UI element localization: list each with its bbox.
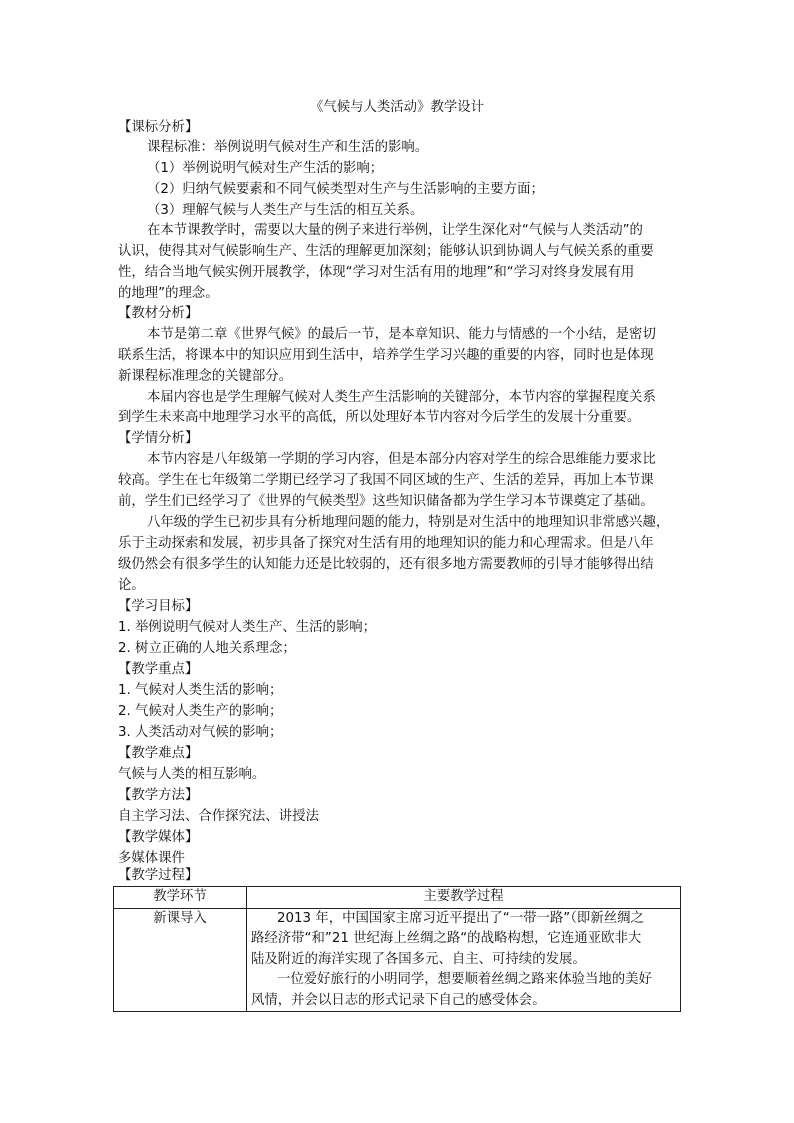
- list-item: 2. 气候对人类生产的影响；: [118, 704, 283, 719]
- process-line: 2013 年，中国国家主席习近平提出了“一带一路”（即新丝绸之: [277, 910, 644, 926]
- section-heading-jiaocai: 【教材分析】: [118, 306, 199, 321]
- list-item: 3. 人类活动对气候的影响；: [118, 725, 283, 740]
- section-heading-guocheng: 【教学过程】: [118, 868, 199, 883]
- process-line: 陆及附近的海洋实现了各国多元、自主、可持续的发展。: [251, 951, 586, 967]
- list-item: 1. 气候对人类生活的影响；: [118, 683, 283, 698]
- paragraph-line: 本节是第二章《世界气候》的最后一节，是本章知识、能力与情感的一个小结，是密切: [147, 327, 656, 342]
- section-heading-zhongdian: 【教学重点】: [118, 662, 199, 677]
- difficulty-text: 气候与人类的相互影响。: [118, 767, 266, 782]
- paragraph-line: 乐于主动探索和发展，初步具备了探究对生活有用的地理知识的能力和心理需求。但是八年: [118, 536, 654, 551]
- standard-item: （2）归纳气候要素和不同气候类型对生产与生活影响的主要方面；: [147, 182, 544, 197]
- table-header-stage: 教学环节: [114, 887, 247, 909]
- paragraph-line: 级仍然会有很多学生的认知能力还是比较弱的，还有很多地方需要教师的引导才能够得出结: [118, 557, 654, 572]
- paragraph-line: 性，结合当地气候实例开展教学，体现“学习对生活有用的地理”和“学习对终身发展有用: [118, 265, 635, 280]
- paragraph-line: 的地理”的理念。: [118, 286, 219, 301]
- paragraph-line: 联系生活，将课本中的知识应用到生活中，培养学生学习兴趣的重要的内容，同时也是体现: [118, 348, 654, 363]
- paragraph-line: 论。: [118, 578, 145, 593]
- process-line: 路经济带“和”21 世纪海上丝绸之路“的战略构想，它连通亚欧非大: [251, 931, 642, 946]
- page-title: 《气候与人类活动》教学设计: [309, 100, 485, 115]
- paragraph-line: 新课程标准理念的关键部分。: [118, 369, 293, 384]
- method-text: 自主学习法、合作探究法、讲授法: [118, 809, 319, 824]
- table-row: [114, 908, 681, 1012]
- section-heading-kebiao: 【课标分析】: [118, 120, 199, 135]
- section-heading-xueqing: 【学情分析】: [118, 431, 199, 446]
- media-text: 多媒体课件: [118, 851, 185, 866]
- standard-item: （3）理解气候与人类生产与生活的相互关系。: [147, 203, 424, 218]
- paragraph-line: 八年级的学生已初步具有分析地理问题的能力，特别是对生活中的地理知识非常感兴趣，: [147, 515, 670, 530]
- curriculum-standard: 课程标准：举例说明气候对生产和生活的影响。: [147, 140, 429, 155]
- paragraph-line: 到学生未来高中地理学习水平的高低，所以处理好本节内容对今后学生的发展十分重要。: [118, 410, 641, 425]
- table-cell-process: [247, 908, 681, 1012]
- paragraph-line: 前，学生们已经学习了《世界的气候类型》这些知识储备都为学生学习本节课奠定了基础。: [118, 494, 654, 509]
- list-item: 1. 举例说明气候对人类生产、生活的影响；: [118, 620, 377, 635]
- paragraph-line: 较高。学生在七年级第二学期已经学习了我国不同区域的生产、生活的差异，再加上本节课: [118, 473, 654, 488]
- paragraph-line: 在本节课教学时，需要以大量的例子来进行举例，让学生深化对“气候与人类活动”的: [147, 223, 643, 238]
- process-line: 一位爱好旅行的小明同学，想要顺着丝绸之路来体验当地的美好: [277, 972, 652, 987]
- paragraph-line: 认识，使得其对气候影响生产、生活的理解更加深刻；能够认识到协调人与气候关系的重要: [118, 244, 654, 259]
- section-heading-mubiao: 【学习目标】: [118, 599, 199, 614]
- section-heading-fangfa: 【教学方法】: [118, 788, 199, 803]
- table-cell-stage: 新课导入: [114, 908, 247, 1012]
- section-heading-meiti: 【教学媒体】: [118, 830, 199, 845]
- teaching-process-table: [113, 886, 681, 1012]
- section-heading-nandian: 【教学难点】: [118, 746, 199, 761]
- paragraph-line: 本届内容也是学生理解气候对人类生产生活影响的关键部分，本节内容的掌握程度关系: [147, 390, 656, 405]
- list-item: 2. 树立正确的人地关系理念；: [118, 641, 296, 656]
- table-header-process: 主要教学过程: [247, 887, 681, 909]
- paragraph-line: 本节内容是八年级第一学期的学习内容，但是本部分内容对学生的综合思维能力要求比: [147, 452, 656, 467]
- table-header-row: [114, 887, 681, 909]
- process-line: 风情，并会以日志的形式记录下自己的感受体会。: [251, 992, 546, 1008]
- standard-item: （1）举例说明气候对生产生活的影响；: [147, 161, 384, 176]
